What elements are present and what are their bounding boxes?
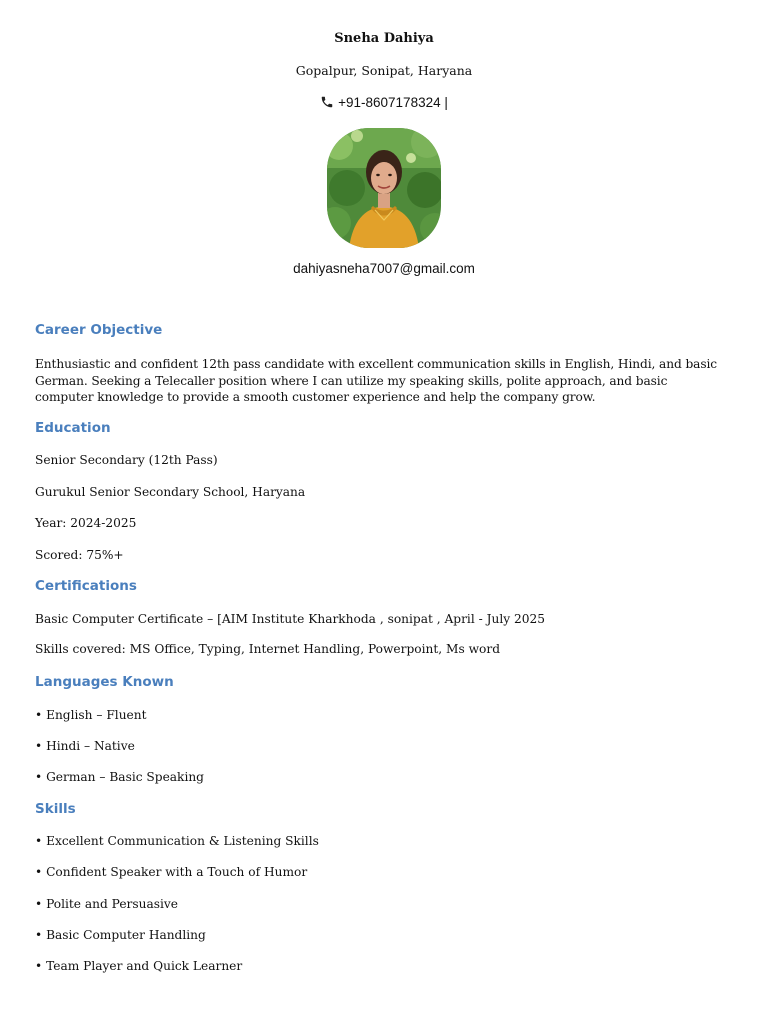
skill-item: • Polite and Persuasive (35, 897, 178, 911)
career-objective-heading: Career Objective (35, 322, 163, 338)
skill-item: • Excellent Communication & Listening Skills (35, 834, 319, 848)
certification-item: Skills covered: MS Office, Typing, Internet Handling, Powerpoint, Ms word (35, 642, 501, 656)
education-item: Scored: 75%+ (35, 548, 124, 562)
languages-heading: Languages Known (35, 674, 174, 690)
skill-item: • Confident Speaker with a Touch of Humor (35, 865, 308, 879)
skill-item: • Team Player and Quick Learner (35, 959, 243, 973)
candidate-address: Gopalpur, Sonipat, Haryana (295, 63, 473, 78)
candidate-phone (0, 95, 768, 110)
phone-icon (320, 95, 334, 109)
skills-heading: Skills (35, 801, 76, 817)
certification-item: Basic Computer Certificate – [AIM Institute Kharkhoda , sonipat , April - July 2025 (35, 612, 545, 626)
education-item: Senior Secondary (12th Pass) (35, 453, 218, 467)
phone-number: +91-8607178324 | (338, 95, 448, 110)
candidate-name: Sneha Dahiya (334, 31, 434, 46)
language-item: • English – Fluent (35, 708, 147, 722)
language-item: • German – Basic Speaking (35, 770, 204, 784)
career-objective-text: Enthusiastic and confident 12th pass candidate with excellent communication skills in English, Hindi, and basic German. Seeking a Telecaller position where I can utilize my speaking skills, polite approach, and basic computer knowledge to provide a smooth customer experience and help the company grow. (35, 357, 717, 404)
education-item: Year: 2024-2025 (35, 516, 137, 530)
education-heading: Education (35, 420, 111, 436)
certifications-heading: Certifications (35, 578, 137, 594)
language-item: • Hindi – Native (35, 739, 135, 753)
skill-item: • Basic Computer Handling (35, 928, 206, 942)
education-item: Gurukul Senior Secondary School, Haryana (35, 485, 306, 499)
profile-photo (327, 128, 441, 248)
candidate-email: dahiyasneha7007@gmail.com (293, 261, 475, 276)
